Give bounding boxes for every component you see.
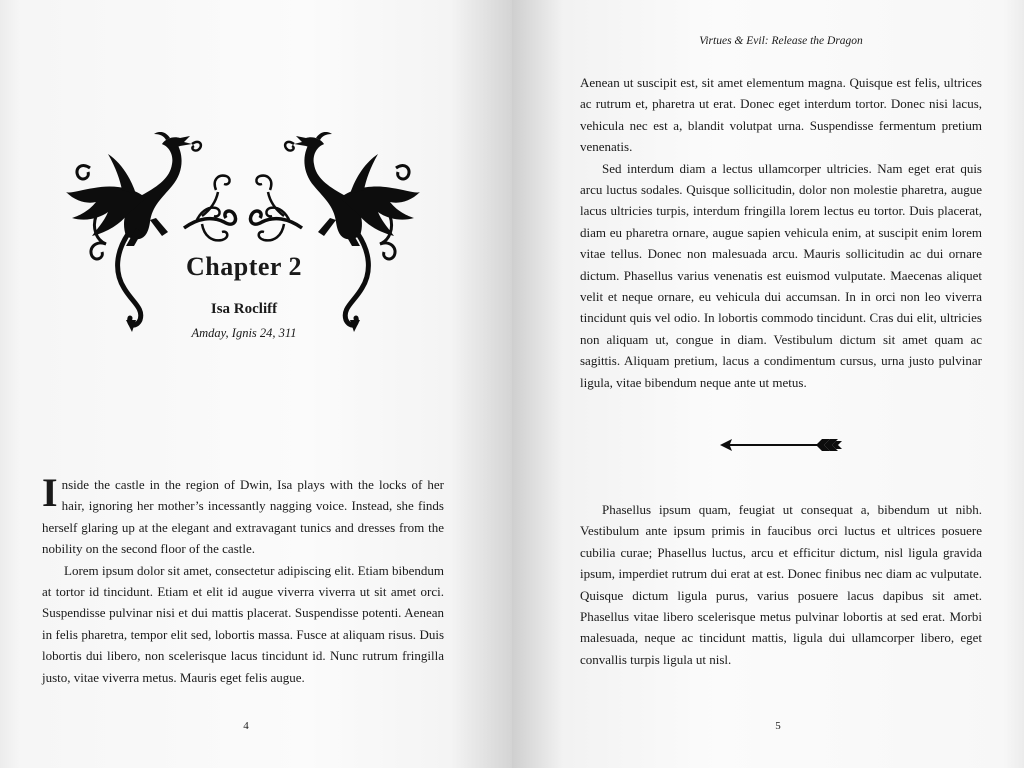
body-paragraph: Phasellus ipsum quam, feugiat ut consequat a, bibendum ut nibh. Vestibulum ante ipsum primis in faucibus orci luctus et ultrices posuere cubilia curae; Phasellus luctus, arcu et efficitur dictum, nisl ligula gravida ipsum, imperdiet rutrum dui erat at est. Donec finibus nec diam ac vulputate. Quisque dictum ligula purus, varius posuere lacus dapibus sit amet. Phasellus vitae libero scelerisque metus pulvinar lobortis at sed erat. Morbi malesuada, neque ac tincidunt mattis, ligula dui ullamcorper libero, eget convallis turpis ligula ut nisl. — [580, 502, 982, 667]
body-paragraph: Lorem ipsum dolor sit amet, consectetur adipiscing elit. Etiam bibendum at tortor id tincidunt. Etiam et elit id augue viverra viverra ut sit amet orci. Suspendisse pulvinar nisi et dui mattis placerat. Suspendisse potenti. Aenean in felis pharetra, tempor elit sed, lobortis massa. Fusce at aliquam risus. Duis lobortis dui libero, non scelerisque lacus tincidunt id. Nunc rutrum fringilla justo, vitae viverra metus. Mauris eget felis augue. — [42, 562, 444, 685]
right-page-body-top — [580, 72, 982, 393]
opening-paragraph-text: nside the castle in the region of Dwin, Isa plays with the locks of her hair, ignoring her mother’s incessantly nagging voice. Instead, she finds herself glaring up at the elegant and extravagant tunics and dresses from the nobility on the second floor of the castle. — [42, 477, 444, 557]
body-paragraph: Aenean ut suscipit est, sit amet elementum magna. Quisque est felis, ultrices ac rutrum et, pharetra ut erat. Donec eget interdum tortor. Donec nisi lacus, vehicula nec est a, blandit volutpat urna. Suspendisse fermentum pretium venenatis. — [580, 75, 982, 155]
left-page-body — [42, 470, 444, 688]
drop-cap: I — [42, 470, 58, 515]
chapter-title: Chapter 2 — [186, 252, 302, 281]
page-number-right: 5 — [775, 720, 781, 732]
body-paragraph: Sed interdum diam a lectus ullamcorper ultricies. Nam eget erat quis arcu luctus sodales. Quisque sollicitudin, dolor non molestie pharetra, augue lacus ultricies turpis, interdum fringilla lorem lectus eu tortor. Duis placerat, diam eu pharetra ornare, augue sapien vehicula enim, at suscipit enim lorem vitae tellus. Donec non malesuada arcu. Mauris sollicitudin ac dui ornare dictum. Phasellus varius venenatis est euismod vulputate. Maecenas aliquet velit et neque ornare, eu vehicula dui accumsan. In in orci non leo viverra tincidunt quis vel odio. In lobortis commodo tincidunt. Cras dui elit, ultricies non aliquam ut, congue in diam. Vestibulum dictum sit amet quam ac sagittis. Aliquam pretium, lacus a condimentum cursus, urna justo pulvinar ligula, vitae bibendum neque ante ut metus. — [580, 160, 982, 390]
running-head: Virtues & Evil: Release the Dragon — [699, 35, 863, 47]
arrow-divider-icon — [720, 436, 842, 454]
chapter-author: Isa Rocliff — [210, 301, 278, 317]
page-number-left: 4 — [243, 720, 249, 732]
right-page-body-bottom — [580, 499, 982, 670]
opening-paragraph — [42, 470, 444, 560]
chapter-dateline: Amday, Ignis 24, 311 — [191, 326, 297, 340]
